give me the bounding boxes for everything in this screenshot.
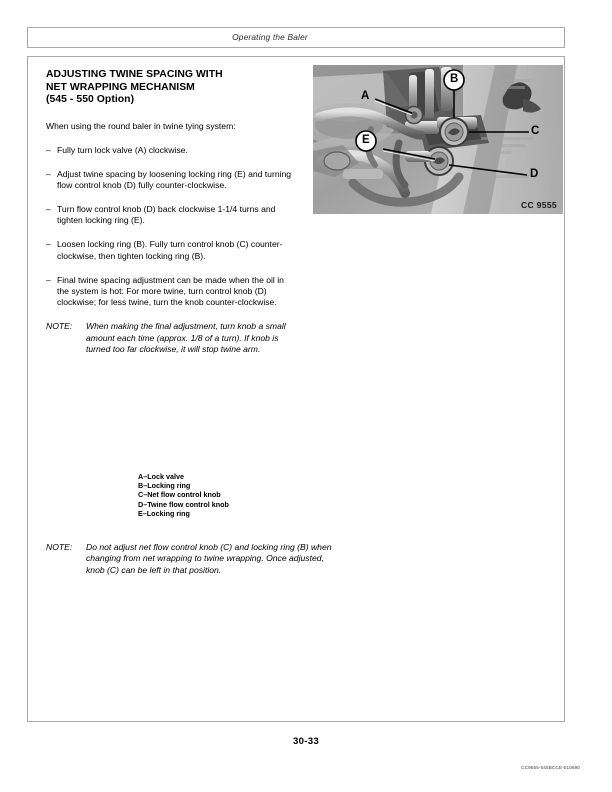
bullet-dash: –: [46, 168, 51, 179]
list-item: [46, 239, 294, 262]
page-title-line-2: NET WRAPPING MECHANISM: [46, 81, 195, 93]
body-text-column: [46, 69, 294, 356]
list-item: [46, 169, 294, 192]
bullet-dash: –: [46, 274, 51, 285]
list-item: B–Locking ring: [138, 481, 191, 491]
bullet-dash: –: [46, 144, 51, 155]
figure: [313, 65, 563, 214]
page-number: 30-33: [292, 736, 320, 747]
list-item-text: Turn flow control knob (D) back clockwise 1-1/4 turns and tighten locking ring (E).: [57, 204, 276, 226]
note-label: NOTE:: [46, 542, 73, 552]
document-code: CC9555-545BCCE-010690: [521, 765, 580, 770]
callout-label-d: D: [530, 168, 539, 180]
list-item-text: Fully turn lock valve (A) clockwise.: [57, 144, 188, 155]
figure-caption: CC 9555: [520, 200, 557, 210]
list-item-text: Adjust twine spacing by loosening locking ring (E) and turning flow control knob (D) fully counter-clockwise.: [57, 168, 292, 191]
note-block: [46, 542, 334, 576]
running-header-title: Operating the Baler: [232, 32, 308, 42]
callout-label-a: A: [361, 90, 370, 102]
bullet-dash: –: [46, 204, 51, 214]
page-title: [46, 69, 294, 107]
list-item: [46, 204, 294, 227]
note-block: [46, 321, 294, 355]
list-item-text: Final twine spacing adjustment can be made when the oil in the system is hot: For more twine, turn control knob (D) clockwise; for less twine, turn the knob counter-clockwise.: [57, 274, 284, 308]
running-header-box: [27, 27, 565, 48]
intro-paragraph: When using the round baler in twine tying system:: [46, 120, 236, 131]
note-text: Do not adjust net flow control knob (C) and locking ring (B) when changing from net wrapping to twine wrapping. Once adjusted, knob (C) can be left in that position.: [86, 542, 332, 575]
list-item: C–Net flow control knob: [138, 490, 221, 500]
page-title-line-1: ADJUSTING TWINE SPACING WITH: [46, 69, 223, 80]
hydraulic-valve-photo: [313, 65, 563, 214]
bullet-dash: –: [46, 239, 51, 250]
list-item: [46, 275, 294, 309]
list-item: [46, 145, 294, 156]
note-text: When making the final adjustment, turn knob a small amount each time (approx. 1/8 of a turn). If knob is turned too far clockwise, it will stop twine arm.: [86, 321, 286, 355]
figure-legend-list: [138, 472, 229, 518]
note-label: NOTE:: [46, 321, 73, 332]
list-item-text: Loosen locking ring (B). Fully turn control knob (C) counter-clockwise, then tighten locking ring (B).: [57, 239, 283, 261]
list-item: A–Lock valve: [138, 472, 184, 481]
list-item: E–Locking ring: [138, 508, 190, 518]
list-item: D–Twine flow control knob: [138, 499, 229, 509]
callout-label-b: B: [450, 73, 459, 85]
callout-label-e: E: [362, 134, 370, 146]
callout-label-c: C: [531, 125, 540, 137]
page-title-line-3: (545 - 550 Option): [46, 94, 135, 106]
